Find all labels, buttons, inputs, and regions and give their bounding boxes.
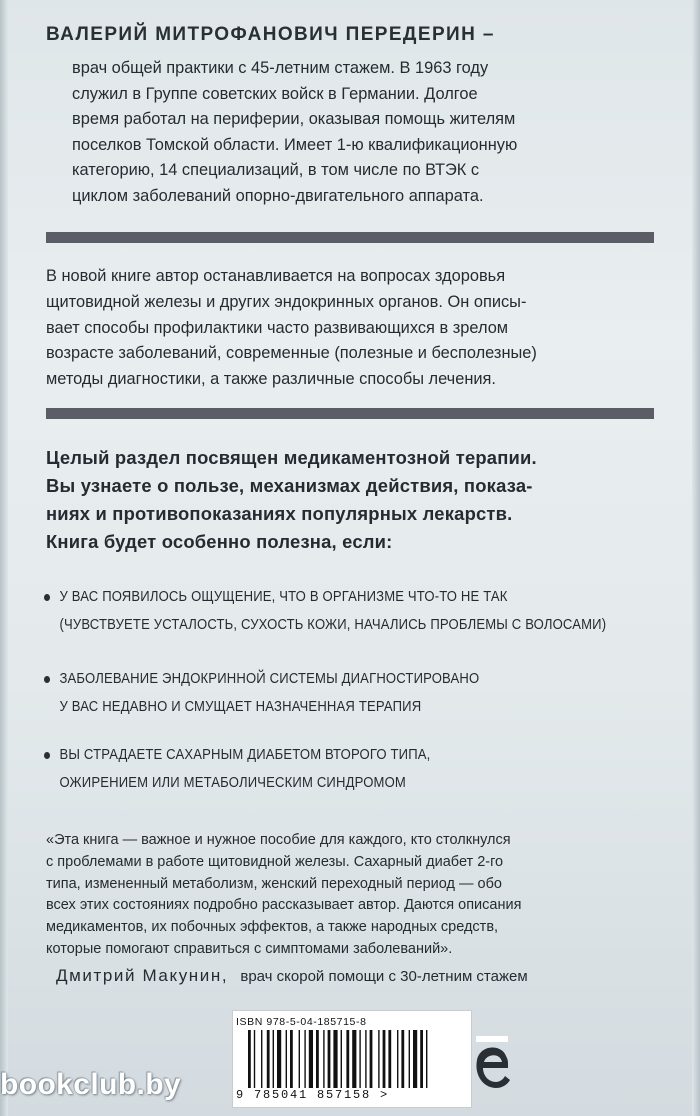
- barcode-bar: [341, 1030, 342, 1088]
- list-item-line: ОЖИРЕНИЕМ ИЛИ МЕТАБОЛИЧЕСКИМ СИНДРОМОМ: [59, 773, 406, 791]
- quote-line: которые помогают справиться с симптомами заболеваний».: [46, 940, 453, 957]
- barcode-bar: [304, 1030, 305, 1088]
- barcode-bar: [426, 1030, 427, 1088]
- list-item: [44, 665, 653, 741]
- quote-line: медикаментов, их побочных эффектов, а также народных средств,: [46, 919, 499, 936]
- list-item-line: (ЧУВСТВУЕТЕ УСТАЛОСТЬ, СУХОСТЬ КОЖИ, НАЧАЛИСЬ ПРОБЛЕМЫ С ВОЛОСАМИ): [59, 615, 607, 633]
- left-edge-shadow: [0, 0, 8, 1116]
- barcode-bar: [359, 1030, 360, 1088]
- isbn-label: ISBN 978-5-04-185715-8: [236, 1016, 367, 1028]
- author-name: ВАЛЕРИЙ МИТРОФАНОВИЧ ПЕРЕДЕРИН –: [46, 24, 495, 45]
- reviewer-role: врач скорой помощи с 30-летним стажем: [240, 968, 528, 985]
- barcode-bar: [299, 1030, 300, 1088]
- description-line: щитовидной железы и других эндокринных органов. Он описы-: [46, 292, 527, 311]
- bullet-icon: [44, 752, 50, 759]
- section-line: Книга будет особенно полезна, если:: [46, 531, 393, 552]
- barcode-bar: [397, 1030, 398, 1088]
- barcode-bar: [370, 1030, 373, 1088]
- barcode-bar: [378, 1030, 379, 1088]
- bio-line: служил в Группе советских войск в Германии. Долгое: [72, 84, 478, 103]
- list-item: [44, 741, 653, 796]
- list-item-line: ВЫ СТРАДАЕТЕ САХАРНЫМ ДИАБЕТОМ ВТОРОГО ТИПА,: [59, 746, 431, 763]
- watermark: bookclub.by: [0, 1068, 182, 1101]
- bio-line: категорию, 14 специализаций, в том числе по ВТЭК с: [72, 161, 480, 180]
- barcode-bar: [401, 1030, 404, 1088]
- reviewer-name: Дмитрий Макунин,: [56, 966, 229, 985]
- barcode-bar: [328, 1030, 331, 1088]
- barcode-bar: [261, 1030, 262, 1088]
- barcode-bar: [346, 1030, 349, 1088]
- barcode-bar: [365, 1030, 366, 1088]
- bullet-icon: [44, 676, 50, 683]
- quote-line: «Эта книга — важное и нужное пособие для каждого, кто столкнулся: [46, 832, 511, 848]
- review-quote: [46, 830, 646, 961]
- barcode-bar: [309, 1030, 313, 1088]
- barcode-bar: [290, 1030, 293, 1088]
- barcode-bar: [286, 1030, 287, 1088]
- quote-attribution: [56, 966, 528, 986]
- quote-line: типа, измененный метаболизм, женский переходный период — обо: [46, 875, 502, 892]
- barcode-bar: [254, 1030, 255, 1088]
- quote-line: с проблемами в работе щитовидной железы. Сахарный диабет 2-го: [46, 853, 504, 870]
- list-item: [44, 583, 653, 665]
- barcode-bar: [409, 1030, 410, 1088]
- section-line: Вы узнаете о пользе, механизмах действия, показа-: [46, 475, 533, 496]
- barcode-bar: [388, 1030, 391, 1088]
- description-line: вает способы профилактики часто развивающихся в зрелом: [46, 318, 509, 337]
- description-line: возрасте заболеваний, современные (полезные и бесполезные): [46, 344, 537, 363]
- barcode-bar: [413, 1030, 417, 1088]
- list-item-line: У ВАС НЕДАВНО И СМУЩАЕТ НАЗНАЧЕННАЯ ТЕРАПИЯ: [59, 697, 422, 715]
- bio-line: поселков Томской области. Имеет 1-ю квалификационную: [72, 135, 518, 154]
- barcode-bar: [420, 1030, 423, 1088]
- list-item-line: ЗАБОЛЕВАНИЕ ЭНДОКРИННОЙ СИСТЕМЫ ДИАГНОСТИРОВАНО: [59, 670, 480, 687]
- bio-line: врач общей практики с 45-летним стажем. В 1963 году: [72, 59, 489, 77]
- divider-rule: [46, 232, 654, 243]
- barcode-image: [248, 1030, 444, 1088]
- barcode-bar: [267, 1030, 270, 1088]
- description-line: В новой книге автор останавливается на вопросах здоровья: [46, 267, 506, 285]
- barcode-bar: [333, 1030, 337, 1088]
- barcode-bar: [323, 1030, 324, 1088]
- section-line: ниях и противопоказаниях популярных лекарств.: [46, 503, 513, 524]
- benefit-list: [44, 583, 644, 796]
- list-item-line: У ВАС ПОЯВИЛОСЬ ОЩУЩЕНИЕ, ЧТО В ОРГАНИЗМЕ ЧТО-ТО НЕ ТАК: [59, 588, 508, 605]
- book-description: [46, 264, 602, 393]
- quote-line: всех этих состояниях подробно рассказывает автор. Даются описания: [46, 897, 522, 914]
- bullet-icon: [44, 594, 50, 601]
- barcode-digits: 9 785041 857158 >: [236, 1088, 390, 1102]
- barcode-bar: [352, 1030, 356, 1088]
- barcode-bar: [277, 1030, 281, 1088]
- description-line: методы диагностики, а также различные способы лечения.: [46, 370, 496, 389]
- barcode-bar: [316, 1030, 319, 1088]
- barcode-bar: [383, 1030, 386, 1088]
- bio-line: циклом заболеваний опорно-двигательного аппарата.: [72, 186, 484, 205]
- therapy-section: [46, 444, 646, 556]
- bio-line: время работал на периферии, оказывая помощь жителям: [72, 110, 516, 129]
- barcode-bar: [273, 1030, 274, 1088]
- right-edge-shadow: [692, 0, 700, 1116]
- publisher-e-logo-icon: [470, 1030, 514, 1102]
- divider-rule: [46, 408, 654, 419]
- author-bio: [72, 56, 592, 210]
- section-line: Целый раздел посвящен медикаментозной терапии.: [46, 447, 537, 468]
- barcode-bar: [248, 1030, 251, 1088]
